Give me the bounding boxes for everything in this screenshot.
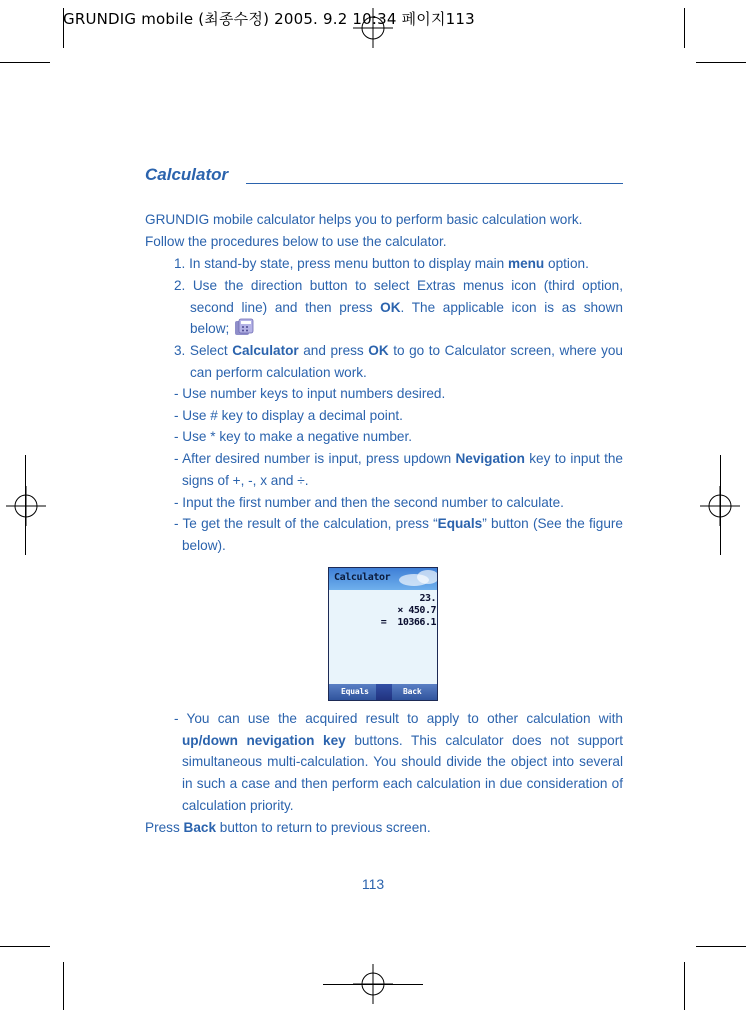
equals-softkey[interactable]: Equals — [341, 687, 369, 696]
crop-mark-top-left-h — [0, 62, 50, 63]
bullet-decimal-point: - Use # key to display a decimal point. — [174, 408, 403, 423]
calculator-display — [329, 590, 438, 684]
calculator-title-bar — [329, 568, 438, 590]
softkey-bar — [329, 684, 438, 701]
bullet-negative-number: - Use * key to make a negative number. — [174, 429, 413, 444]
bullet-input-numbers: - Input the first number and then the second number to calculate. — [174, 495, 564, 510]
crop-mark-top-right-h — [696, 62, 746, 63]
step-2: 2. Use the direction button to select Extras menus icon (third option, second line) and then press OK. The applicable icon is as shown below; — [174, 278, 623, 337]
back-softkey[interactable]: Back — [403, 687, 422, 696]
bullet-equals: - Te get the result of the calculation, press “Equals” button (See the figure below). — [174, 516, 623, 553]
extras-calculator-icon — [234, 318, 254, 337]
bullet-signs: - After desired number is input, press updown Nevigation key to input the signs of +, -, x and ÷. — [174, 451, 623, 488]
crop-mark-bottom-right-h — [696, 946, 746, 947]
section-title: Calculator — [145, 165, 229, 184]
display-operand-2: × 450.7 — [397, 605, 436, 616]
registration-mark-left — [6, 486, 46, 526]
registration-line-bottom — [323, 984, 423, 985]
intro-line-2: Follow the procedures below to use the calculator. — [145, 234, 447, 249]
title-rule — [246, 183, 623, 184]
crop-mark-bottom-left-v — [63, 962, 64, 1010]
crop-mark-top-right-v — [684, 8, 685, 48]
bullet-multi-calculation: - You can use the acquired result to apply to other calculation with up/down nevigation key buttons. This calculator does not support simultaneous multi-calculation. You should divide the object into several in such a case and then perform each calculation in due consideration of calculation priority. — [174, 711, 623, 813]
registration-line-left — [25, 455, 26, 555]
page-number: 113 — [361, 876, 385, 892]
bullet-number-keys: - Use number keys to input numbers desired. — [174, 386, 446, 401]
calculator-screenshot — [328, 567, 438, 701]
calculator-title: Calculator — [334, 572, 391, 583]
step-3: 3. Select Calculator and press OK to go to Calculator screen, where you can perform calculation work. — [174, 343, 623, 380]
closing-line: Press Back button to return to previous screen. — [145, 820, 431, 835]
step-1: 1. In stand-by state, press menu button to display main menu option. — [174, 256, 589, 271]
display-operand-1: 23. — [419, 593, 436, 604]
intro-line-1: GRUNDIG mobile calculator helps you to perform basic calculation work. — [145, 212, 583, 227]
crop-mark-bottom-left-h — [0, 946, 50, 947]
display-result: = 10366.1 — [380, 617, 436, 628]
registration-line-right — [720, 455, 721, 555]
print-header: GRUNDIG mobile (최종수정) 2005. 9.2 10:34 페이지113 — [63, 10, 475, 28]
crop-mark-bottom-right-v — [684, 962, 685, 1010]
